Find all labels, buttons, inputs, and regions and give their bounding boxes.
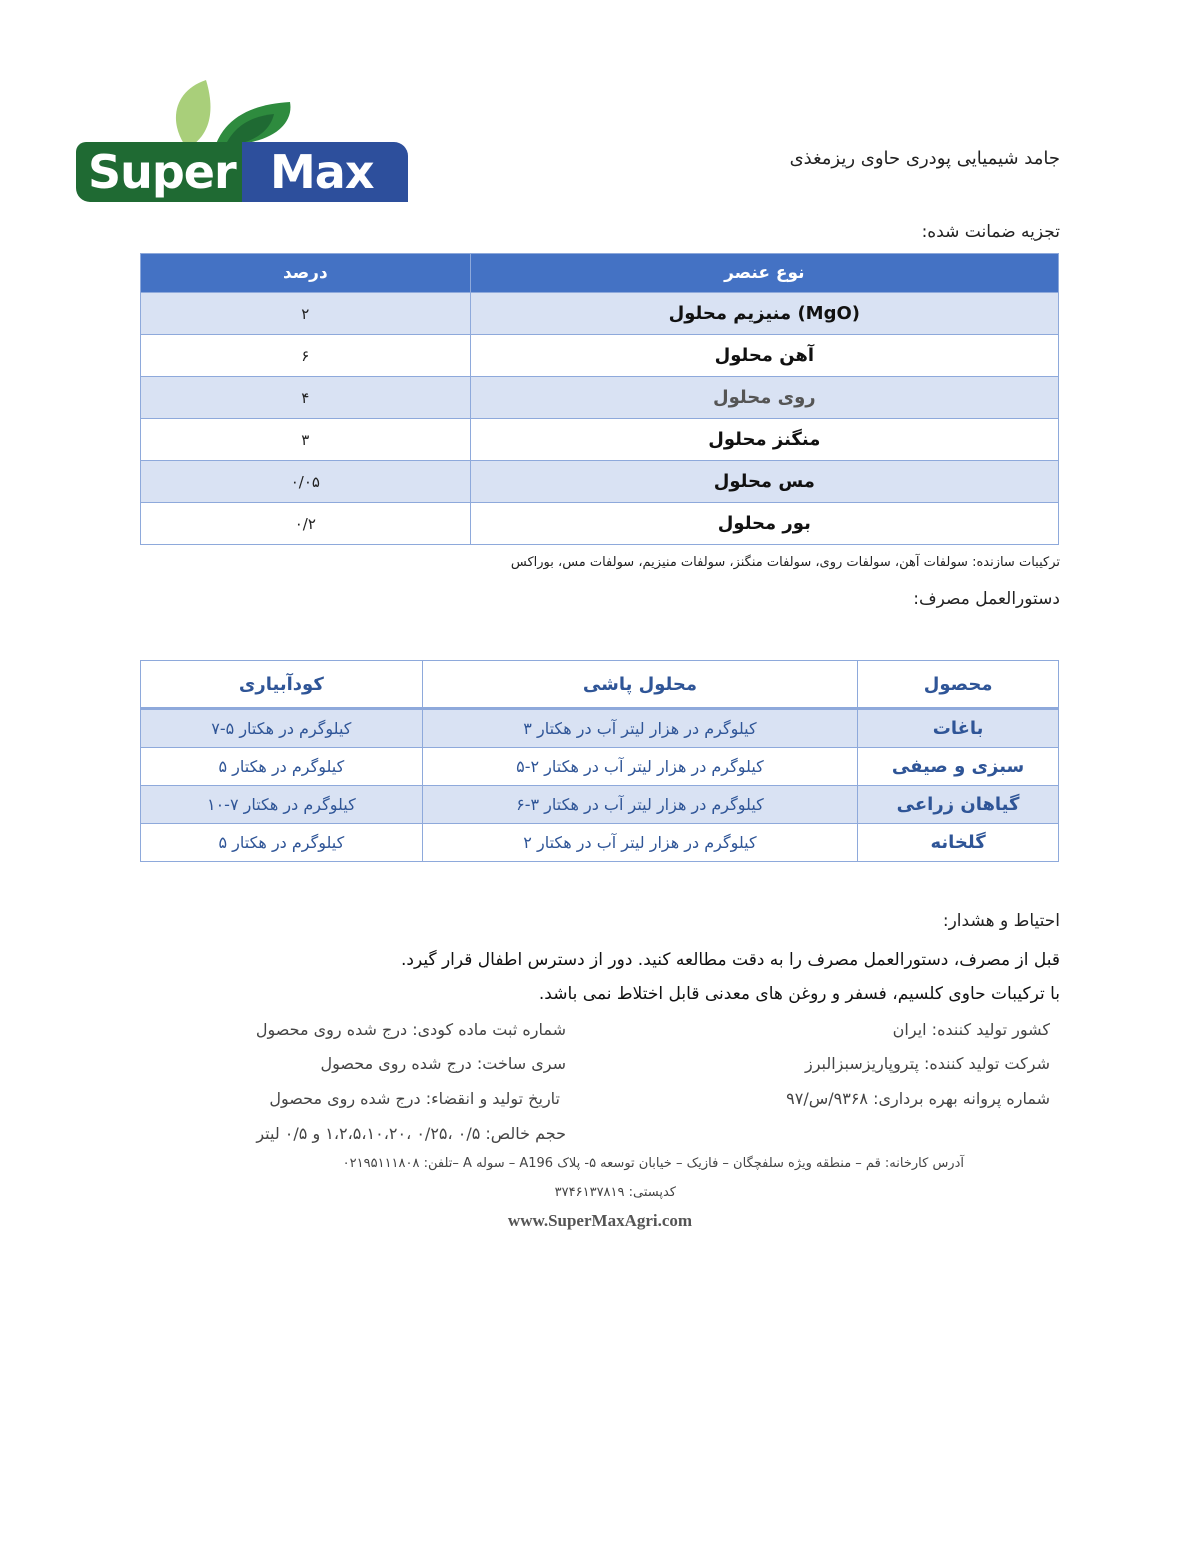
fertigation-cell: ۵ کیلوگرم در هکتار [141, 824, 423, 862]
product-title: جامد شیمیایی پودری حاوی ریزمغذی [789, 148, 1060, 169]
logo-word-super: Super [88, 145, 236, 199]
usage-table [140, 660, 1059, 862]
element-cell: منیزیم محلول (MgO) [470, 293, 1058, 335]
usage-header-row [141, 661, 1059, 709]
header-crop: محصول [858, 661, 1059, 709]
crop-cell: باغات [858, 709, 1059, 748]
percent-cell: ۳ [141, 419, 471, 461]
composition-header-row [141, 254, 1059, 293]
element-cell: روی محلول [470, 377, 1058, 419]
table-row [141, 824, 1059, 862]
warning-label: احتیاط و هشدار: [942, 911, 1060, 931]
table-row [141, 335, 1059, 377]
supermax-logo [76, 78, 412, 206]
crop-cell: گیاهان زراعی [858, 786, 1059, 824]
header-element: نوع عنصر [470, 254, 1058, 293]
usage-label: دستورالعمل مصرف: [913, 589, 1060, 609]
header-foliar: محلول پاشی [422, 661, 857, 709]
warning-line: قبل از مصرف، دستورالعمل مصرف را به دقت مطالعه کنید. دور از دسترس اطفال قرار گیرد. [400, 950, 1060, 970]
element-cell: مس محلول [470, 461, 1058, 503]
fertigation-cell: ۵ کیلوگرم در هکتار [141, 748, 423, 786]
crop-cell: سبزی و صیفی [858, 748, 1059, 786]
logo-word-max: Max [270, 145, 374, 199]
info-country: کشور تولید کننده: ایران [892, 1020, 1050, 1039]
foliar-cell: ۶-۳ کیلوگرم در هزار لیتر آب در هکتار [422, 786, 857, 824]
postal-code: کدپستی: ۳۷۴۶۱۳۷۸۱۹ [554, 1185, 676, 1200]
foliar-cell: ۲ کیلوگرم در هزار لیتر آب در هکتار [422, 824, 857, 862]
ingredients-line: ترکیبات سازنده: سولفات آهن، سولفات روی، سولفات منگنز، سولفات منیزیم، سولفات مس، بوراکس [510, 555, 1060, 570]
crop-cell: گلخانه [858, 824, 1059, 862]
info-batch: سری ساخت: درج شده روی محصول [320, 1054, 566, 1073]
table-row [141, 748, 1059, 786]
percent-cell: ۰/۲ [141, 503, 471, 545]
foliar-cell: ۳ کیلوگرم در هزار لیتر آب در هکتار [422, 709, 857, 748]
info-dates: تاریخ تولید و انقضاء: درج شده روی محصول [269, 1089, 560, 1108]
table-row [141, 786, 1059, 824]
fertigation-cell: ۱۰-۷ کیلوگرم در هکتار [141, 786, 423, 824]
warning-line: با ترکیبات حاوی کلسیم، فسفر و روغن های معدنی قابل اختلاط نمی باشد. [538, 984, 1060, 1004]
info-registration: شماره ثبت ماده کودی: درج شده روی محصول [255, 1020, 566, 1039]
table-row [141, 377, 1059, 419]
composition-table [140, 253, 1059, 545]
table-row [141, 293, 1059, 335]
guaranteed-analysis-label: تجزیه ضمانت شده: [921, 222, 1060, 242]
table-row [141, 461, 1059, 503]
table-row [141, 419, 1059, 461]
percent-cell: ۲ [141, 293, 471, 335]
info-net-volume: حجم خالص: ۰/۵ ،۰/۲۵ ،۱،۲،۵،۱۰،۲۰ و ۰/۵ لیتر [256, 1124, 566, 1143]
element-cell: منگنز محلول [470, 419, 1058, 461]
leaf-icon [76, 78, 412, 148]
percent-cell: ۴ [141, 377, 471, 419]
percent-cell: ۰/۰۵ [141, 461, 471, 503]
fertigation-cell: ۷-۵ کیلوگرم در هکتار [141, 709, 423, 748]
element-cell: بور محلول [470, 503, 1058, 545]
table-row [141, 709, 1059, 748]
percent-cell: ۶ [141, 335, 471, 377]
info-manufacturer: شرکت تولید کننده: پتروپاریزسبزالبرز [804, 1054, 1050, 1073]
info-license: شماره پروانه بهره برداری: ۹۳۶۸/س/۹۷ [786, 1089, 1050, 1108]
element-cell: آهن محلول [470, 335, 1058, 377]
foliar-cell: ۵-۲ کیلوگرم در هزار لیتر آب در هکتار [422, 748, 857, 786]
website-link[interactable]: www.SuperMaxAgri.com [507, 1211, 693, 1230]
header-percent: درصد [141, 254, 471, 293]
table-row [141, 503, 1059, 545]
header-fertigation: کودآبیاری [141, 661, 423, 709]
factory-address: آدرس کارخانه: قم – منطقه ویژه سلفچگان – فازیک – خیابان توسعه ۵- پلاک A196 – سوله A –تلفن: ۰۲۱۹۵۱۱۱۸۰۸ [342, 1156, 964, 1171]
